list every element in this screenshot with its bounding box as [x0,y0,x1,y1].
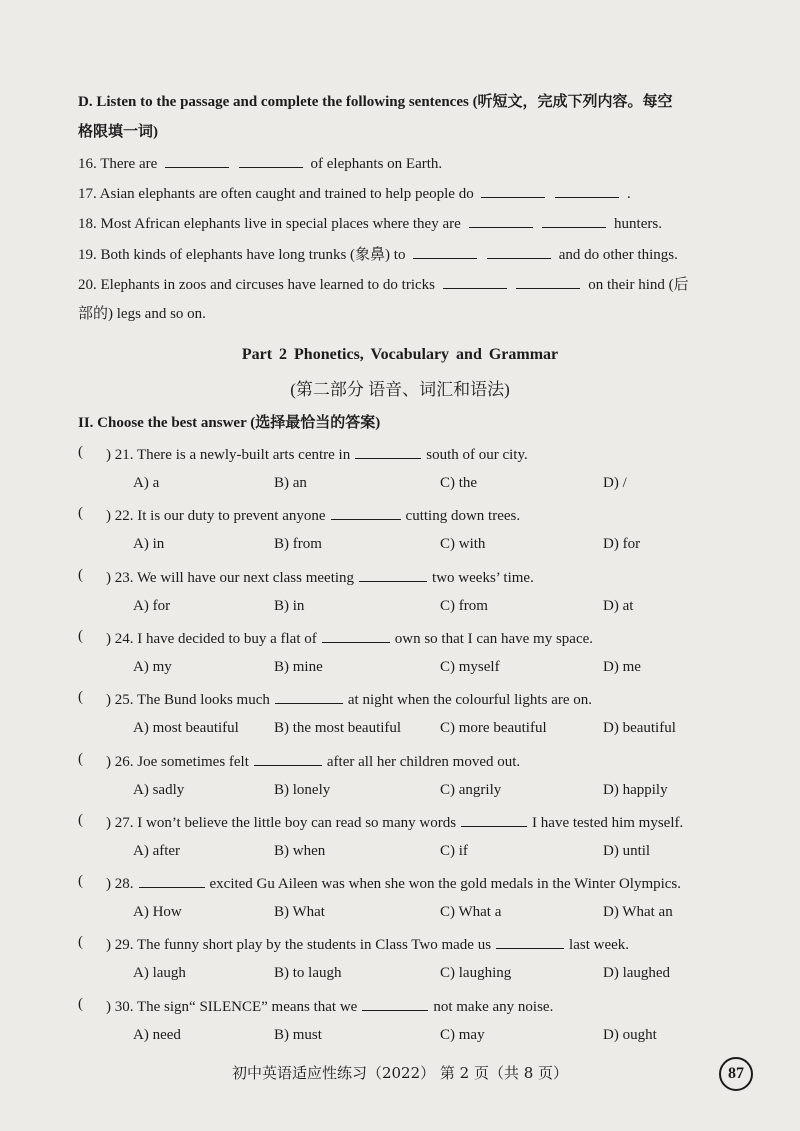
question-text-pre: ) 28. [106,876,134,892]
question-blank[interactable] [254,751,322,766]
question-20 [78,274,689,295]
answer-bracket[interactable]: ( [78,567,83,583]
q16-blank-1[interactable] [165,153,229,168]
answer-option[interactable]: D) until [603,843,651,859]
answer-option[interactable]: B) when [274,843,326,859]
answer-bracket[interactable]: ( [78,934,83,950]
q20-text-pre: 20. Elephants in zoos and circuses have learned to do tricks [78,277,435,293]
answer-option[interactable]: C) more beautiful [440,720,547,736]
question-text-post: excited Gu Aileen was when she won the gold medals in the Winter Olympics. [209,876,682,892]
question-text-pre: ) 26. Joe sometimes felt [106,754,249,770]
question-text-post: not make any noise. [433,999,554,1015]
answer-option[interactable]: C) may [440,1027,485,1043]
q17-blank-1[interactable] [481,183,545,198]
answer-bracket[interactable]: ( [78,873,83,889]
question-19 [78,244,678,265]
q19-text-pre: 19. Both kinds of elephants have long trunks (象鼻) to [78,247,406,263]
answer-option[interactable]: A) my [133,659,172,675]
answer-option[interactable]: C) from [440,598,488,614]
q18-text-post: hunters. [614,216,662,232]
question-text-pre: ) 29. The funny short play by the students in Class Two made us [106,937,492,953]
question-blank[interactable] [275,689,343,704]
answer-option[interactable]: A) after [133,843,181,859]
question-16 [78,153,442,174]
answer-bracket[interactable]: ( [78,689,83,705]
q19-text-post: and do other things. [558,247,678,263]
page-number-badge: 87 [719,1057,753,1091]
part2-title: Part 2 Phonetics, Vocabulary and Grammar [241,346,559,363]
answer-option[interactable]: D) What an [603,904,673,920]
question-text-pre: ) 25. The Bund looks much [106,692,270,708]
answer-bracket[interactable]: ( [78,996,83,1012]
q20-text-post: on their hind (后 [588,277,689,293]
question-blank[interactable] [461,812,527,827]
question-text-pre: ) 27. I won’t believe the little boy can read so many words [106,815,457,831]
question-text-pre: ) 30. The sign“ SILENCE” means that we [106,999,358,1015]
question-text-post: south of our city. [426,447,528,463]
q17-blank-2[interactable] [555,183,619,198]
answer-option[interactable]: B) an [274,475,307,491]
q19-blank-2[interactable] [487,244,551,259]
answer-option[interactable]: D) at [603,598,634,614]
answer-option[interactable]: C) laughing [440,965,512,981]
q20-blank-1[interactable] [443,274,507,289]
q17-text-post: . [626,186,631,202]
answer-option[interactable]: D) / [603,475,627,491]
answer-option[interactable]: D) ought [603,1027,657,1043]
answer-bracket[interactable]: ( [78,505,83,521]
question-27 [106,812,683,832]
question-blank[interactable] [355,444,421,459]
question-text-post: last week. [569,937,630,953]
question-28 [106,873,681,893]
question-29 [106,934,629,954]
q20-blank-2[interactable] [516,274,580,289]
answer-option[interactable]: B) mine [274,659,323,675]
answer-option[interactable]: B) What [274,904,325,920]
answer-option[interactable]: B) the most beautiful [274,720,402,736]
answer-option[interactable]: A) sadly [133,782,185,798]
q18-blank-2[interactable] [542,213,606,228]
answer-option[interactable]: A) a [133,475,160,491]
q16-text-post: of elephants on Earth. [310,156,443,172]
answer-bracket[interactable]: ( [78,812,83,828]
q16-blank-2[interactable] [239,153,303,168]
answer-option[interactable]: A) in [133,536,165,552]
section-ii-heading: II. Choose the best answer (选择最恰当的答案) [78,415,381,431]
question-text-pre: ) 21. There is a newly-built arts centre in [106,447,351,463]
q18-blank-1[interactable] [469,213,533,228]
part2-subtitle: (第二部分 语音、词汇和语法) [290,380,510,399]
q18-text-pre: 18. Most African elephants live in special places where they are [78,216,461,232]
question-24 [106,628,593,648]
question-26 [106,751,520,771]
answer-option[interactable]: D) laughed [603,965,671,981]
question-blank[interactable] [331,505,401,520]
q16-text-pre: 16. There are [78,156,158,172]
answer-option[interactable]: B) in [274,598,305,614]
question-text-post: I have tested him myself. [532,815,684,831]
q19-blank-1[interactable] [413,244,477,259]
answer-option[interactable]: B) lonely [274,782,331,798]
question-25 [106,689,592,709]
answer-option[interactable]: D) me [603,659,641,675]
section-d-heading-line1: D. Listen to the passage and complete the following sentences (听短文，完成下列内容。每空 [78,94,673,110]
question-blank[interactable] [139,873,205,888]
answer-option[interactable]: D) happily [603,782,668,798]
question-30 [106,996,553,1016]
answer-option[interactable]: A) most beautiful [133,720,239,736]
question-21 [106,444,528,464]
question-text-pre: ) 24. I have decided to buy a flat of [106,631,317,647]
answer-option[interactable]: C) the [440,475,478,491]
answer-option[interactable]: C) myself [440,659,500,675]
question-23 [106,567,534,587]
answer-option[interactable]: C) What a [440,904,502,920]
answer-option[interactable]: B) from [274,536,322,552]
answer-option[interactable]: A) laugh [133,965,186,981]
question-text-post: at night when the colourful lights are on. [347,692,592,708]
answer-option[interactable]: C) angrily [440,782,502,798]
answer-option[interactable]: A) need [133,1027,181,1043]
question-text-post: own so that I can have my space. [394,631,594,647]
section-d-heading-line2: 格限填一词) [78,124,158,140]
q17-text-pre: 17. Asian elephants are often caught and trained to help people do [78,186,474,202]
question-18 [78,213,662,234]
answer-option[interactable]: C) with [440,536,486,552]
question-17 [78,183,631,204]
answer-option[interactable]: B) to laugh [274,965,342,981]
question-text-post: after all her children moved out. [326,754,521,770]
question-text-pre: ) 22. It is our duty to prevent anyone [106,508,326,524]
question-blank[interactable] [359,567,427,582]
answer-option[interactable]: B) must [274,1027,322,1043]
question-22 [106,505,520,525]
answer-option[interactable]: D) for [603,536,641,552]
question-text-pre: ) 23. We will have our next class meeting [106,570,355,586]
answer-option[interactable]: A) How [133,904,182,920]
question-blank[interactable] [322,628,390,643]
answer-bracket[interactable]: ( [78,628,83,644]
question-text-post: two weeks’ time. [432,570,534,586]
answer-option[interactable]: A) for [133,598,171,614]
answer-option[interactable]: C) if [440,843,468,859]
question-20-continued: 部的) legs and so on. [78,306,206,322]
question-blank[interactable] [496,934,564,949]
question-text-post: cutting down trees. [405,508,521,524]
page-footer: 初中英语适应性练习（2022） 第 2 页（共 8 页） [231,1064,569,1082]
answer-bracket[interactable]: ( [78,444,83,460]
question-blank[interactable] [362,996,428,1011]
answer-option[interactable]: D) beautiful [603,720,676,736]
answer-bracket[interactable]: ( [78,751,83,767]
